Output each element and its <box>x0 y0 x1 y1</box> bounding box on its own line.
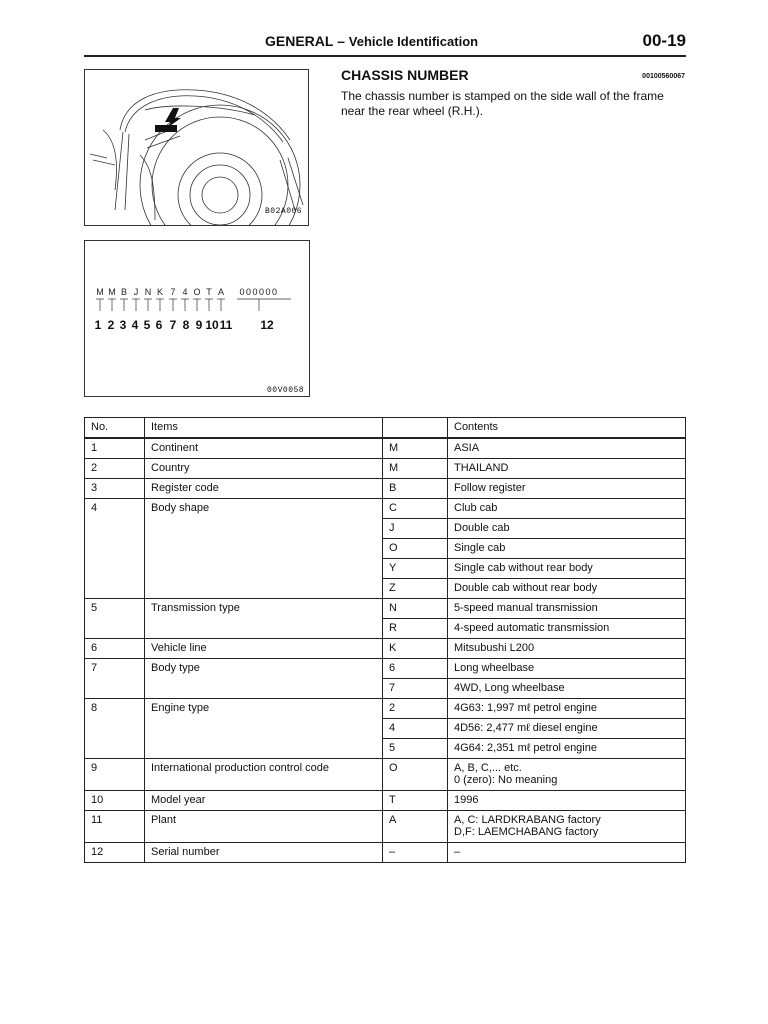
table-row <box>85 843 686 863</box>
table-row <box>85 459 686 479</box>
chassis-stamp-marker <box>155 125 177 132</box>
table-row <box>85 759 686 791</box>
row-content: ASIA <box>448 438 686 459</box>
row-content: Double cab without rear body <box>448 579 686 599</box>
vin-letter: 7 <box>170 287 176 297</box>
row-number: 5 <box>85 599 145 639</box>
header-title-sub: Vehicle Identification <box>348 34 479 49</box>
vin-breakdown-figure <box>84 240 310 397</box>
row-number: 10 <box>85 791 145 811</box>
table-row <box>85 499 686 519</box>
header-title-main: GENERAL – <box>265 33 345 49</box>
row-number: 3 <box>85 479 145 499</box>
row-code: J <box>383 519 448 539</box>
header-items: Items <box>145 418 383 439</box>
row-content: 4D56: 2,477 mℓ diesel engine <box>448 719 686 739</box>
vin-position-number: 10 <box>205 318 219 332</box>
row-code: N <box>383 599 448 619</box>
row-code: – <box>383 843 448 863</box>
table-row <box>85 659 686 679</box>
table-row <box>85 599 686 619</box>
row-code: R <box>383 619 448 639</box>
row-code: C <box>383 499 448 519</box>
row-content: Single cab <box>448 539 686 559</box>
row-code: Y <box>383 559 448 579</box>
vin-position-number: 8 <box>182 318 190 332</box>
vin-letter: T <box>206 287 212 297</box>
header-no: No. <box>85 418 145 439</box>
vin-position-number: 12 <box>260 318 274 332</box>
row-code: 4 <box>383 719 448 739</box>
row-number: 2 <box>85 459 145 479</box>
figure-code: B02A006 <box>265 207 303 216</box>
row-content: 4-speed automatic transmission <box>448 619 686 639</box>
row-item: Plant <box>145 811 383 843</box>
row-code: M <box>383 438 448 459</box>
row-item: Register code <box>145 479 383 499</box>
row-code: 7 <box>383 679 448 699</box>
row-content: – <box>448 843 686 863</box>
row-code: O <box>383 759 448 791</box>
row-code: 5 <box>383 739 448 759</box>
row-number: 1 <box>85 438 145 459</box>
row-number: 8 <box>85 699 145 759</box>
table-header-row <box>85 418 686 439</box>
row-content: Follow register <box>448 479 686 499</box>
vin-table <box>84 417 686 863</box>
vin-position-number: 5 <box>143 318 151 332</box>
row-item: International production control code <box>145 759 383 791</box>
row-content: A, C: LARDKRABANG factory D,F: LAEMCHABANG factory <box>448 811 686 843</box>
vin-letter: N <box>144 287 152 297</box>
page-header-title <box>265 33 478 49</box>
wheel-arch-illustration <box>85 70 308 225</box>
row-code: T <box>383 791 448 811</box>
vin-position-number: 6 <box>155 318 163 332</box>
row-item: Country <box>145 459 383 479</box>
row-number: 11 <box>85 811 145 843</box>
row-code: A <box>383 811 448 843</box>
section-body: The chassis number is stamped on the side wall of the frame near the rear wheel (R.H.). <box>341 89 664 118</box>
vin-letter: M <box>96 287 104 297</box>
vin-position-number: 3 <box>119 318 127 332</box>
vin-letter: 000000 <box>239 287 279 297</box>
row-content: 1996 <box>448 791 686 811</box>
row-item: Body shape <box>145 499 383 599</box>
row-item: Serial number <box>145 843 383 863</box>
row-item: Continent <box>145 438 383 459</box>
row-code: Z <box>383 579 448 599</box>
header-contents: Contents <box>448 418 686 439</box>
row-content: Club cab <box>448 499 686 519</box>
row-number: 6 <box>85 639 145 659</box>
vin-position-number: 2 <box>107 318 115 332</box>
row-content: A, B, C,... etc. 0 (zero): No meaning <box>448 759 686 791</box>
vin-position-number: 4 <box>131 318 139 332</box>
vin-letter: J <box>133 287 139 297</box>
row-code: M <box>383 459 448 479</box>
section-code: 00100560067 <box>642 73 685 80</box>
section-title: CHASSIS NUMBER <box>341 67 469 83</box>
row-content: Long wheelbase <box>448 659 686 679</box>
row-number: 4 <box>85 499 145 599</box>
row-item: Transmission type <box>145 599 383 639</box>
row-content: Mitsubushi L200 <box>448 639 686 659</box>
table-row <box>85 438 686 459</box>
vin-position-number: 9 <box>195 318 203 332</box>
row-number: 7 <box>85 659 145 699</box>
row-item: Model year <box>145 791 383 811</box>
row-code: B <box>383 479 448 499</box>
page-number: 00-19 <box>642 31 686 50</box>
row-item: Body type <box>145 659 383 699</box>
vin-letter: K <box>156 287 164 297</box>
vin-position-number: 1 <box>94 318 102 332</box>
row-content: Single cab without rear body <box>448 559 686 579</box>
vin-position-number: 7 <box>169 318 177 332</box>
row-content: 5-speed manual transmission <box>448 599 686 619</box>
row-code: 6 <box>383 659 448 679</box>
vin-letter: A <box>217 287 225 297</box>
header-code-blank <box>383 418 448 439</box>
row-code: K <box>383 639 448 659</box>
vin-position-number: 11 <box>219 318 233 332</box>
row-code: 2 <box>383 699 448 719</box>
row-content: 4WD, Long wheelbase <box>448 679 686 699</box>
row-code: O <box>383 539 448 559</box>
vin-letter: M <box>108 287 116 297</box>
header-rule <box>84 55 686 57</box>
table-row <box>85 699 686 719</box>
row-content: 4G63: 1,997 mℓ petrol engine <box>448 699 686 719</box>
table-row <box>85 479 686 499</box>
row-item: Vehicle line <box>145 639 383 659</box>
vin-letter: 4 <box>182 287 188 297</box>
vin-letter: B <box>120 287 128 297</box>
row-content: 4G64: 2,351 mℓ petrol engine <box>448 739 686 759</box>
vin-letter: O <box>193 287 201 297</box>
table-row <box>85 811 686 843</box>
chassis-location-figure <box>84 69 309 226</box>
row-content: Double cab <box>448 519 686 539</box>
row-number: 9 <box>85 759 145 791</box>
figure-code: 00V0058 <box>267 386 305 395</box>
vin-diagram <box>85 241 309 396</box>
table-row <box>85 791 686 811</box>
row-content: THAILAND <box>448 459 686 479</box>
row-item: Engine type <box>145 699 383 759</box>
row-number: 12 <box>85 843 145 863</box>
table-row <box>85 639 686 659</box>
